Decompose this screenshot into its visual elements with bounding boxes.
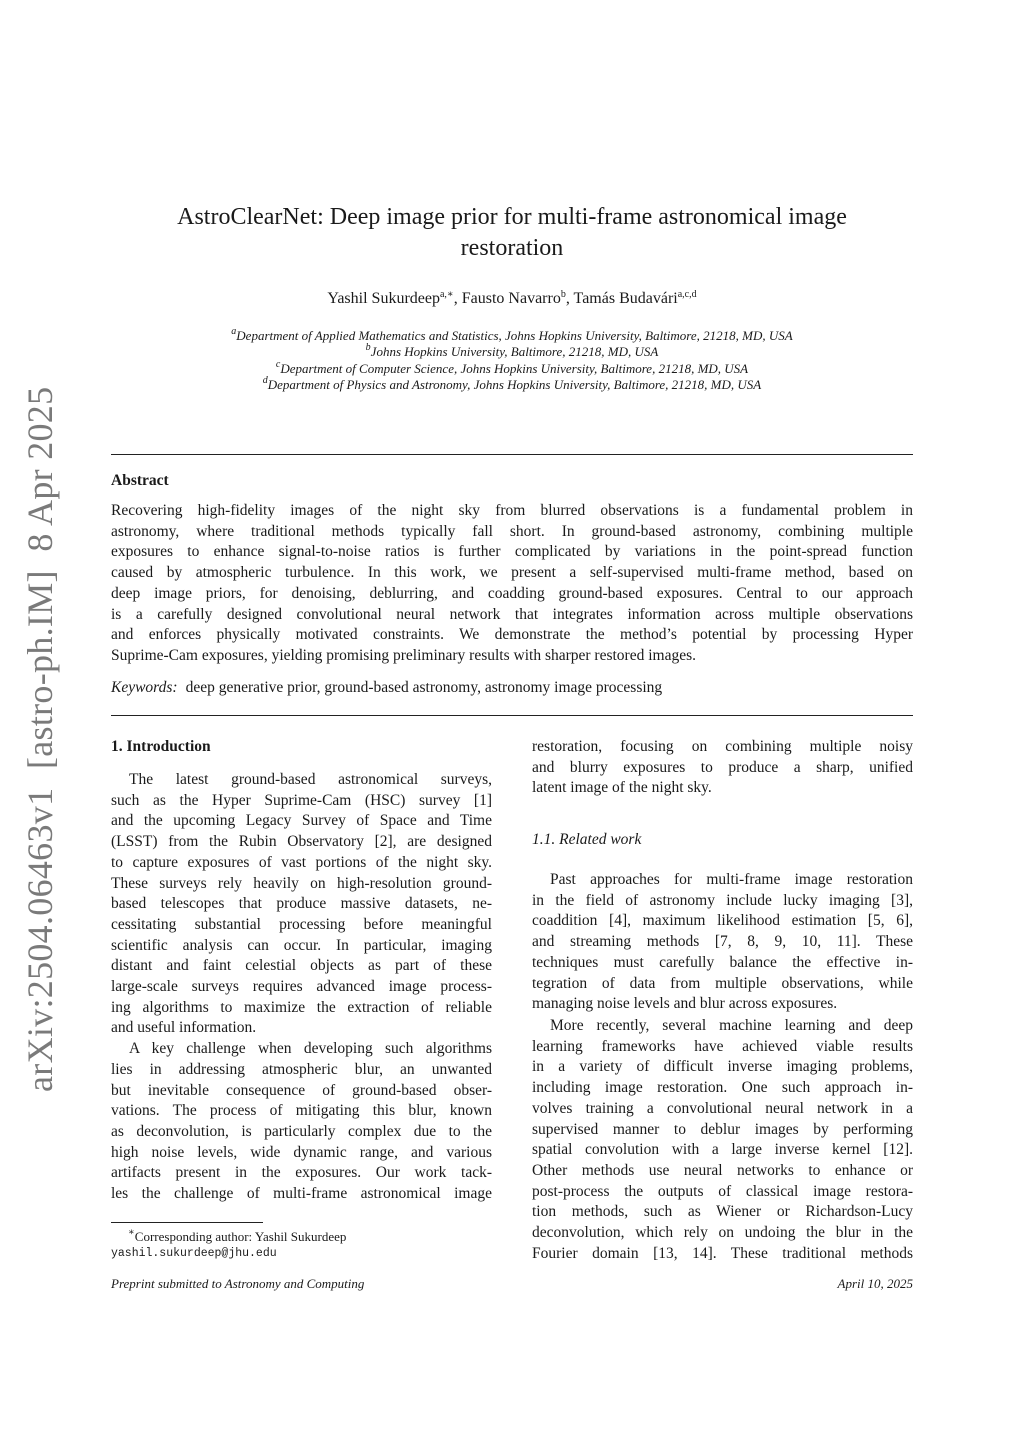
text-line: Recovering high-fidelity images of the night sky from blurred observations is a fundamental problem in bbox=[111, 502, 913, 519]
text-line: managing noise levels and blur across exposures. bbox=[532, 995, 838, 1013]
paragraph bbox=[111, 770, 492, 1205]
text-line: to capture exposures of vast portions of the night sky. bbox=[111, 853, 492, 871]
text-line: Suprime-Cam exposures, yielding promising preliminary results with sharper restored images. bbox=[111, 646, 697, 664]
affil-text: Department of Computer Science, Johns Hopkins University, Baltimore, 21218, MD, USA bbox=[280, 360, 749, 376]
paragraph-body bbox=[111, 1039, 492, 1205]
text-line: is a carefully designed convolutional neural network that integrates information across multiple observations bbox=[111, 605, 913, 623]
text-line: and the upcoming Legacy Survey of Space and Time bbox=[111, 812, 492, 830]
affiliation bbox=[0, 328, 1024, 344]
text-line: such as the Hyper Suprime-Cam (HSC) survey [1] bbox=[111, 791, 492, 809]
text-line: tion methods, such as Wiener or Richardson-Lucy bbox=[532, 1203, 913, 1221]
affil-text: Department of Physics and Astronomy, Johns Hopkins University, Baltimore, 21218, MD, USA bbox=[267, 376, 762, 392]
abstract-body bbox=[111, 501, 913, 667]
text-line: in the field of astronomy include lucky imaging [3], bbox=[532, 891, 913, 909]
paragraph-body bbox=[111, 770, 492, 1039]
paragraph bbox=[532, 870, 913, 1015]
author-list: Yashil Sukurdeep$^{a,∗}$, Fausto Navarro$^b$, Tamás Budavári$^{a,c,d}$ bbox=[327, 289, 697, 307]
text-line: exposures to enhance signal-to-noise ratios is further complicated by variations in the point-spread function bbox=[111, 543, 913, 561]
text-line: and streaming methods [7, 8, 9, 10, 11]. These bbox=[532, 933, 913, 951]
text-line: and enforces physically motivated constraints. We demonstrate the method’s potential by processing Hyper bbox=[111, 626, 913, 644]
title-line: AstroClearNet: Deep image prior for multi-frame astronomical image bbox=[177, 204, 847, 230]
text-line: astronomy, where traditional methods typically fall short. In ground-based astronomy, combining multiple bbox=[111, 522, 913, 540]
text-line: lies in addressing atmospheric blur, an unwanted bbox=[111, 1060, 492, 1078]
text-line: These surveys rely heavily on high-resolution ground- bbox=[111, 874, 492, 892]
paragraph bbox=[532, 1016, 913, 1264]
keywords bbox=[111, 679, 662, 697]
text-line: More recently, several machine learning and deep bbox=[550, 1017, 913, 1034]
text-line: caused by atmospheric turbulence. In this work, we present a self-supervised multi-frame method, based on bbox=[111, 564, 913, 582]
text-line: post-process the outputs of classical image restora- bbox=[532, 1182, 913, 1200]
text-line: high noise levels, wide dynamic range, and various bbox=[111, 1143, 492, 1161]
affil-mark: d bbox=[262, 374, 268, 386]
section-heading: 1. Introduction bbox=[111, 738, 211, 755]
text-line: deconvolution, which rely on undoing the blur in the bbox=[532, 1224, 913, 1242]
footer-date: April 10, 2025 bbox=[837, 1276, 913, 1291]
paper-title bbox=[0, 202, 1024, 264]
text-line: and useful information. bbox=[111, 1019, 257, 1037]
paragraph-continued bbox=[532, 737, 913, 799]
text-line: coaddition [4], maximum likelihood estimation [5, 6], bbox=[532, 912, 913, 930]
affil-mark: a bbox=[231, 326, 237, 337]
text-line: tegration of data from multiple observations, while bbox=[532, 974, 913, 992]
footnote-text: Corresponding author: Yashil Sukurdeep bbox=[134, 1229, 347, 1244]
divider bbox=[111, 715, 913, 716]
text-line: les the challenge of multi-frame astronomical image bbox=[111, 1185, 492, 1203]
text-line: including image restoration. One such approach in- bbox=[532, 1079, 913, 1097]
text-line: distant and faint celestial objects as part of these bbox=[111, 957, 492, 975]
author-email[interactable]: yashil.sukurdeep@jhu.edu bbox=[111, 1247, 277, 1260]
text-line: learning frameworks have achieved viable results bbox=[532, 1037, 913, 1055]
affil-mark: c bbox=[275, 358, 281, 370]
author-affil-mark: b bbox=[560, 289, 566, 300]
footnote-mark: ∗ bbox=[128, 1227, 135, 1238]
text-line: cessitating substantial processing before meaningful bbox=[111, 915, 492, 933]
author: Yashil Sukurdeep bbox=[327, 290, 440, 307]
footnote-rule bbox=[111, 1222, 263, 1223]
text-line: ing algorithms to maximize the extraction of reliable bbox=[111, 998, 492, 1016]
keywords-label: Keywords: bbox=[111, 679, 178, 696]
text-line: as deconvolution, is particularly complex due to the bbox=[111, 1122, 492, 1140]
author-affil-mark: a,c,d bbox=[677, 289, 697, 300]
author-affil-mark: a,∗ bbox=[439, 289, 454, 300]
text-line: deep image priors, for denoising, deblurring, and coadding ground-based exposures. Central to our approach bbox=[111, 584, 913, 602]
affil-text: Johns Hopkins University, Baltimore, 21218, MD, USA bbox=[370, 344, 659, 360]
text-line: scientific analysis can occur. In particular, imaging bbox=[111, 936, 492, 954]
text-line: but inevitable consequence of ground-based obser- bbox=[111, 1081, 492, 1099]
text-line: based telescopes that produce massive datasets, ne- bbox=[111, 895, 492, 913]
text-line: artifacts present in the exposures. Our work tack- bbox=[111, 1164, 492, 1182]
text-line: latent image of the night sky. bbox=[532, 779, 712, 797]
text-line: Fourier domain [13, 14]. These traditional methods bbox=[532, 1244, 913, 1262]
text-line: A key challenge when developing such algorithms bbox=[129, 1040, 492, 1058]
text-line: restoration, focusing on combining multiple noisy bbox=[532, 738, 913, 755]
author: Fausto Navarro bbox=[461, 290, 561, 307]
title-line: restoration bbox=[460, 235, 564, 261]
affiliations bbox=[0, 328, 1024, 393]
text-line: and blurry exposures to produce a sharp, unified bbox=[532, 758, 913, 776]
affiliation bbox=[0, 358, 1024, 377]
text-line: Other methods use neural networks to enhance or bbox=[532, 1161, 913, 1179]
affiliation bbox=[0, 344, 1024, 360]
affil-text: Department of Applied Mathematics and Statistics, Johns Hopkins University, Baltimore, 21218, MD, USA bbox=[236, 328, 793, 343]
keywords-text: deep generative prior, ground-based astronomy, astronomy image processing bbox=[185, 679, 663, 696]
arxiv-identifier: arXiv:2504.06463v1 [astro-ph.IM] 8 Apr 2025 bbox=[20, 386, 60, 1092]
text-line: supervised manner to deblur images by performing bbox=[532, 1120, 913, 1138]
text-line: (LSST) from the Rubin Observatory [2], are designed bbox=[111, 833, 492, 851]
footnote bbox=[128, 1229, 346, 1245]
text-line: volves training a convolutional neural network in a bbox=[532, 1099, 913, 1117]
subsection-heading: 1.1. Related work bbox=[532, 831, 642, 848]
text-line: techniques must carefully balance the effective in- bbox=[532, 953, 913, 971]
abstract-heading: Abstract bbox=[111, 472, 169, 489]
text-line: vations. The process of mitigating this blur, known bbox=[111, 1102, 492, 1120]
divider bbox=[111, 454, 913, 455]
affiliation bbox=[0, 374, 1024, 393]
text-line: in a variety of difficult inverse imaging problems, bbox=[532, 1058, 913, 1076]
text-line: spatial convolution with a large inverse kernel [12]. bbox=[532, 1141, 913, 1159]
affil-mark: b bbox=[365, 342, 371, 354]
footer-journal: Preprint submitted to Astronomy and Computing bbox=[111, 1276, 365, 1291]
text-line: Past approaches for multi-frame image restoration bbox=[550, 871, 913, 888]
text-line: The latest ground-based astronomical surveys, bbox=[129, 771, 492, 788]
text-line: large-scale surveys requires advanced image process- bbox=[111, 978, 492, 996]
author: Tamás Budavári bbox=[573, 290, 678, 307]
